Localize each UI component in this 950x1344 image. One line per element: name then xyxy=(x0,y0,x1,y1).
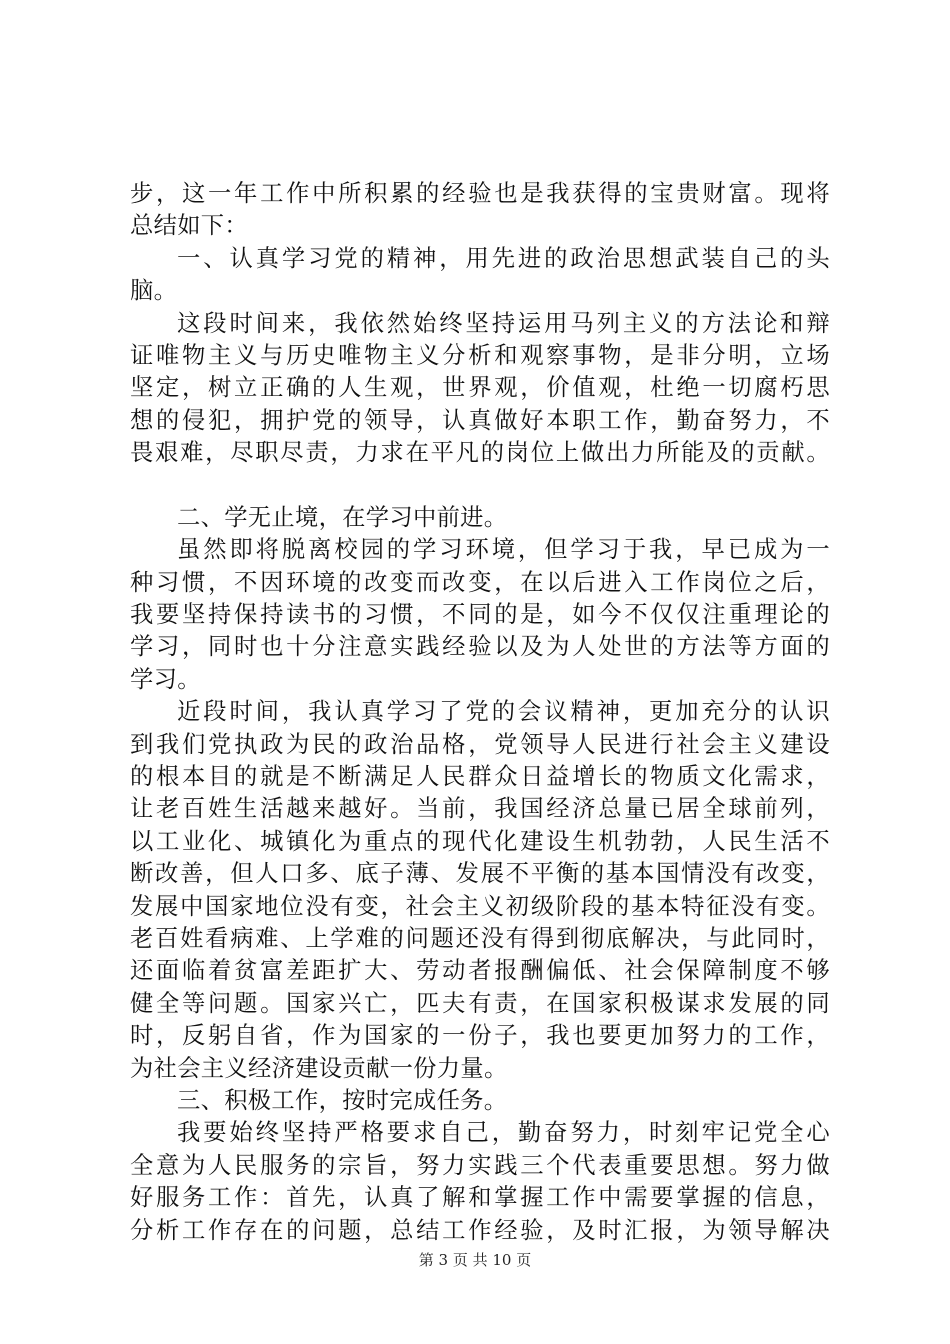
text-line: 发展中国家地位没有变，社会主义初级阶段的基本特征没有变。 xyxy=(130,892,830,920)
text-line: 让老百姓生活越来越好。当前，我国经济总量已居全球前列， xyxy=(130,795,830,823)
text-line: 种习惯，不因环境的改变而改变，在以后进入工作岗位之后， xyxy=(130,568,830,596)
document-body xyxy=(130,178,830,1247)
page-footer: 第 3 页 共 10 页 xyxy=(418,1251,532,1269)
text-line: 时，反躬自省，作为国家的一份子，我也要更加努力的工作， xyxy=(130,1022,830,1050)
text-line: 全意为人民服务的宗旨，努力实践三个代表重要思想。努力做 xyxy=(130,1151,830,1179)
text-line: 畏艰难，尽职尽责，力求在平凡的岗位上做出力所能及的贡献。 xyxy=(130,439,830,467)
text-line: 到我们党执政为民的政治品格，党领导人民进行社会主义建设 xyxy=(130,730,830,758)
text-line: 分析工作存在的问题，总结工作经验，及时汇报，为领导解决 xyxy=(130,1216,830,1244)
text-line: 以工业化、城镇化为重点的现代化建设生机勃勃，人民生活不 xyxy=(130,827,830,855)
text-line: 还面临着贫富差距扩大、劳动者报酬偏低、社会保障制度不够 xyxy=(130,957,830,985)
text-line: 坚定，树立正确的人生观，世界观，价值观，杜绝一切腐朽思 xyxy=(130,374,830,402)
text-line: 二、学无止境，在学习中前进。 xyxy=(177,503,508,531)
text-line: 健全等问题。国家兴亡，匹夫有责，在国家积极谋求发展的同 xyxy=(130,989,830,1017)
text-line: 学习。 xyxy=(130,665,201,693)
text-line: 步，这一年工作中所积累的经验也是我获得的宝贵财富。现将 xyxy=(130,180,830,207)
text-line: 三、积极工作，按时完成任务。 xyxy=(177,1086,508,1114)
text-line: 学习，同时也十分注意实践经验以及为人处世的方法等方面的 xyxy=(130,633,830,661)
text-line: 为社会主义经济建设贡献一份力量。 xyxy=(130,1054,508,1082)
text-line: 想的侵犯，拥护党的领导，认真做好本职工作，勤奋努力，不 xyxy=(130,406,830,434)
text-line: 我要始终坚持严格要求自己，勤奋努力，时刻牢记党全心 xyxy=(177,1119,830,1147)
text-line: 老百姓看病难、上学难的问题还没有得到彻底解决，与此同时， xyxy=(130,924,830,952)
text-line: 的根本目的就是不断满足人民群众日益增长的物质文化需求， xyxy=(130,763,830,791)
text-line: 这段时间来，我依然始终坚持运用马列主义的方法论和辩 xyxy=(177,309,830,337)
text-line: 虽然即将脱离校园的学习环境，但学习于我，早已成为一 xyxy=(177,536,830,564)
text-line: 好服务工作：首先，认真了解和掌握工作中需要掌握的信息， xyxy=(130,1184,830,1212)
text-line: 证唯物主义与历史唯物主义分析和观察事物，是非分明，立场 xyxy=(130,341,830,369)
text-line: 总结如下： xyxy=(130,212,248,240)
text-line: 我要坚持保持读书的习惯，不同的是，如今不仅仅注重理论的 xyxy=(130,601,830,629)
text-line: 一、认真学习党的精神，用先进的政治思想武装自己的头 xyxy=(177,244,830,272)
text-line: 脑。 xyxy=(130,277,178,305)
blank-line xyxy=(130,470,830,502)
text-line: 断改善，但人口多、底子薄、发展不平衡的基本国情没有改变， xyxy=(130,860,830,888)
text-line: 近段时间，我认真学习了党的会议精神，更加充分的认识 xyxy=(177,698,830,726)
